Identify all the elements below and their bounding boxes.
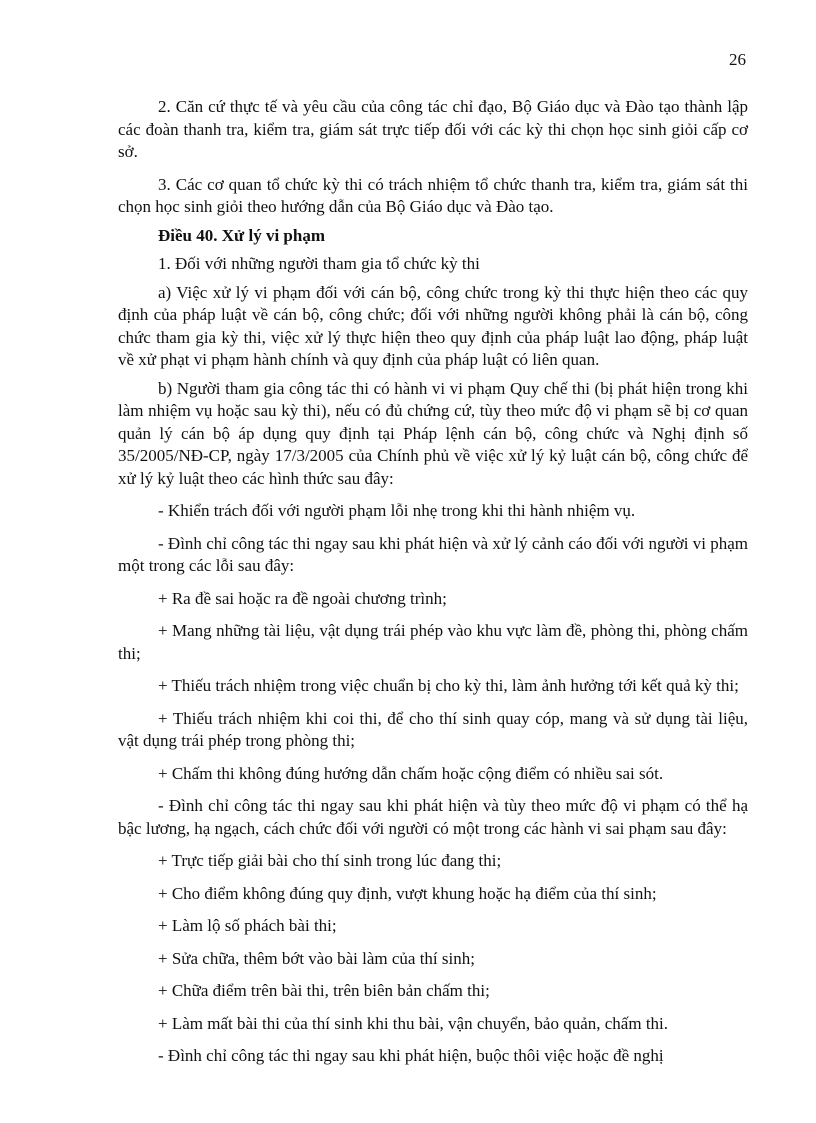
list-item: + Mang những tài liệu, vật dụng trái phép vào khu vực làm đề, phòng thi, phòng chấm thi;: [118, 621, 748, 663]
article-heading: Điều 40. Xử lý vi phạm: [158, 225, 325, 245]
page-number: 26: [729, 50, 746, 69]
list-item: + Thiếu trách nhiệm trong việc chuẩn bị cho kỳ thi, làm ảnh hưởng tới kết quả kỳ thi;: [158, 676, 739, 695]
list-item: + Làm lộ số phách bài thi;: [158, 916, 337, 935]
list-item: - Khiển trách đối với người phạm lỗi nhẹ trong khi thi hành nhiệm vụ.: [158, 501, 636, 520]
paragraph: 1. Đối với những người tham gia tổ chức kỳ thi: [158, 254, 480, 273]
list-item: + Làm mất bài thi của thí sinh khi thu bài, vận chuyển, bảo quản, chấm thi.: [158, 1013, 669, 1033]
paragraph: 2. Căn cứ thực tế và yêu cầu của công tác chỉ đạo, Bộ Giáo dục và Đào tạo thành lập các đoàn thanh tra, kiểm tra, giám sát trực tiếp đối với các kỳ thi chọn học sinh giỏi cấp cơ sở.: [118, 97, 748, 161]
list-item: + Cho điểm không đúng quy định, vượt khung hoặc hạ điểm của thí sinh;: [158, 883, 657, 903]
list-item: - Đình chỉ công tác thi ngay sau khi phát hiện và xử lý cảnh cáo đối với người vi phạm một trong các lỗi sau đây:: [118, 533, 748, 575]
list-item: + Chấm thi không đúng hướng dẫn chấm hoặc cộng điểm có nhiều sai sót.: [158, 763, 664, 783]
list-item: + Sửa chữa, thêm bớt vào bài làm của thí sinh;: [158, 948, 475, 968]
list-item: + Thiếu trách nhiệm khi coi thi, để cho thí sinh quay cóp, mang và sử dụng tài liệu, vật dụng trái phép trong phòng thi;: [118, 708, 748, 750]
list-item: - Đình chỉ công tác thi ngay sau khi phát hiện và tùy theo mức độ vi phạm có thể hạ bậc lương, hạ ngạch, cách chức đối với người có một trong các hành vi sai phạm sau đây:: [118, 796, 748, 838]
list-item: + Trực tiếp giải bài cho thí sinh trong lúc đang thi;: [158, 851, 502, 870]
paragraph: b) Người tham gia công tác thi có hành vi vi phạm Quy chế thi (bị phát hiện trong khi làm nhiệm vụ hoặc sau kỳ thi), nếu có đủ chứng cứ, tùy theo mức độ vi phạm sẽ bị cơ quan quản lý cán bộ áp dụng quy định tại Pháp lệnh cán bộ, công chức và Nghị định số 35/2005/NĐ-CP, ngày 17/3/2005 của Chính phủ về việc xử lý kỷ luật cán bộ, công chức để xử lý kỷ luật theo các hình thức sau đây:: [118, 378, 748, 488]
list-item: - Đình chỉ công tác thi ngay sau khi phát hiện, buộc thôi việc hoặc đề nghị: [158, 1046, 664, 1065]
paragraph: a) Việc xử lý vi phạm đối với cán bộ, công chức trong kỳ thi thực hiện theo các quy định của pháp luật về cán bộ, công chức; đối với những người không phải là cán bộ, công chức tham gia kỳ thi, việc xử lý thực hiện theo quy định của pháp luật lao động, pháp luật về xử phạt vi phạm hành chính và quy định của pháp luật có liên quan.: [118, 282, 748, 369]
list-item: + Chữa điểm trên bài thi, trên biên bản chấm thi;: [158, 981, 490, 1000]
paragraph: 3. Các cơ quan tổ chức kỳ thi có trách nhiệm tổ chức thanh tra, kiểm tra, giám sát thi chọn học sinh giỏi theo hướng dẫn của Bộ Giáo dục và Đào tạo.: [118, 174, 748, 216]
list-item: + Ra đề sai hoặc ra đề ngoài chương trình;: [158, 588, 447, 608]
document-body: [118, 96, 748, 1068]
